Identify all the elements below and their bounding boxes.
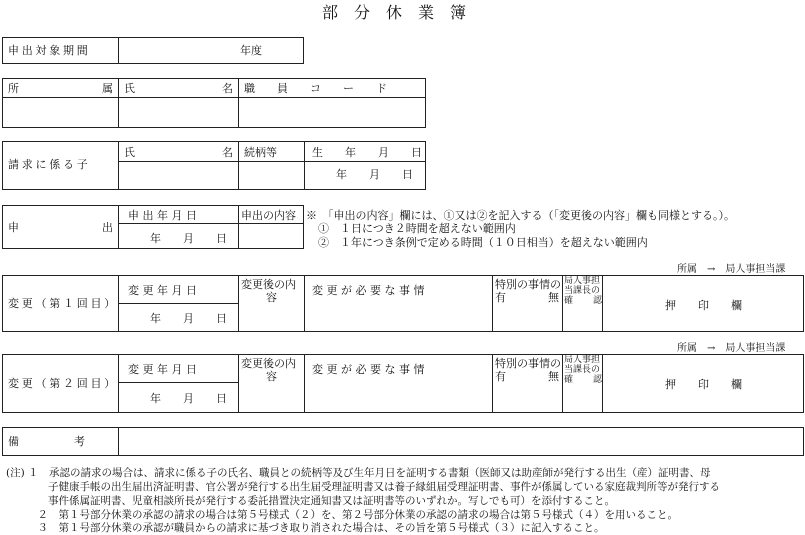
name-label-end: 名: [222, 82, 233, 95]
note-line-4: ２ 第１号部分休業の承認の請求の場合は第５号様式（２）を、第２号部分休業の承認の請求の場合は第５号様式（４）を用いること。: [6, 509, 678, 521]
change1-confirm-1: 局人事担: [564, 276, 601, 286]
change2-confirm-1: 局人事担: [564, 355, 601, 365]
change2-confirm-2: 当課長の: [564, 365, 601, 375]
child-name-label-end: 名: [222, 146, 233, 159]
change1-reason-label: 変 更 が 必 要 な 事 情: [312, 284, 425, 297]
application-date-value: 年 月 日: [150, 232, 227, 245]
dept-input[interactable]: [4, 99, 116, 126]
dept-label-end: 属: [102, 82, 113, 95]
change1-confirm-3: 確: [564, 296, 574, 306]
change1-after-input[interactable]: [240, 305, 302, 330]
change1-reason-input[interactable]: [306, 305, 490, 330]
change2-doc-label: 特別の事情の: [495, 357, 561, 370]
page-title: 部 分 休 業 簿: [322, 3, 467, 22]
change2-confirm-4: 認: [593, 375, 603, 385]
child-name-label: 氏: [124, 146, 135, 159]
staff-code-input[interactable]: [240, 99, 424, 126]
content-note-2: ② １年につき条例で定める時間（１０日相当）を超えない範囲内: [318, 236, 648, 249]
application-label-end: 出: [102, 221, 113, 234]
change2-stamp-label: 押 印 欄: [665, 378, 742, 391]
change1-label: 変更（第１回目）: [8, 297, 118, 310]
period-input[interactable]: [120, 39, 230, 62]
birth-label: 生 年 月 日: [312, 146, 422, 159]
period-year-suffix: 年度: [240, 44, 262, 57]
change2-date-value: 年 月 日: [150, 392, 227, 405]
change2-reason-label: 変 更 が 必 要 な 事 情: [312, 363, 425, 376]
note-line-3: 事件係属証明書、児童相談所長が発行する委託措置決定通知書又は証明書等のいずれか。写しでも可）を添付すること。: [6, 495, 615, 507]
note-line-2: 子健康手帳の出生届出済証明書、官公署が発行する出生届受理証明書又は養子縁組届受理証明書、事件が係属している家庭裁判所等が発行する: [6, 481, 720, 493]
change1-doc-yes: 有: [495, 291, 506, 304]
staff-code-label: 職 員 コ ー ド: [244, 82, 387, 95]
change1-confirm-4: 認: [593, 296, 603, 306]
change2-doc-yes: 有: [495, 370, 506, 383]
change1-stamp-label: 押 印 欄: [665, 299, 742, 312]
change2-label: 変更（第２回目）: [8, 377, 118, 390]
note-line-1: (注) １ 承認の請求の場合は、請求に係る子の氏名、職員との続柄等及び生年月日を証明する書類（医師又は助産師が発行する出生（産）証明書、母: [6, 467, 711, 479]
period-label: 申出対象期間: [8, 44, 91, 57]
change1-confirm-2: 当課長の: [564, 286, 601, 296]
change2-after-input[interactable]: [240, 384, 302, 411]
remarks-input[interactable]: [120, 429, 802, 454]
remarks-label: 備 考: [8, 435, 85, 448]
name-input[interactable]: [120, 99, 236, 126]
relation-label: 続柄等: [244, 146, 277, 159]
note-line-5: ３ 第１号部分休業の承認が職員からの請求に基づき取り消された場合は、その旨を第５号様式（３）に記入すること。: [6, 522, 605, 534]
child-name-input[interactable]: [120, 163, 236, 188]
name-label: 氏: [124, 82, 135, 95]
change2-after-label-end: 容: [266, 370, 277, 383]
change2-reason-input[interactable]: [306, 384, 490, 411]
change1-date-value: 年 月 日: [150, 312, 227, 325]
birth-value: 年 月 日: [336, 168, 413, 181]
change2-after-label: 変更後の内: [241, 357, 296, 370]
routing-label-2: 所属 → 局人事担当課: [677, 343, 786, 354]
application-label: 申: [8, 221, 19, 234]
application-content-input[interactable]: [240, 225, 302, 247]
change2-doc-no: 無: [548, 370, 559, 383]
change1-doc-label: 特別の事情の: [495, 278, 561, 291]
change2-confirm-3: 確: [564, 375, 574, 385]
change1-after-label: 変更後の内: [241, 278, 296, 291]
content-note-1: ① １日につき２時間を超えない範囲内: [318, 222, 516, 235]
child-label: 請求に係る子: [8, 158, 91, 171]
change1-doc-no: 無: [548, 291, 559, 304]
change2-date-label: 変 更 年 月 日: [128, 363, 197, 376]
dept-label: 所: [8, 82, 19, 95]
application-date-label: 申 出 年 月 日: [128, 209, 197, 222]
change1-after-label-end: 容: [266, 291, 277, 304]
routing-label: 所属 → 局人事担当課: [677, 264, 786, 275]
relation-input[interactable]: [240, 163, 302, 188]
application-content-label: 申出の内容: [241, 209, 296, 222]
content-note-header: ※ 「申出の内容」欄には、①又は②を記入する（「変更後の内容」欄も同様とする。）。: [306, 209, 735, 222]
change1-date-label: 変 更 年 月 日: [128, 284, 197, 297]
